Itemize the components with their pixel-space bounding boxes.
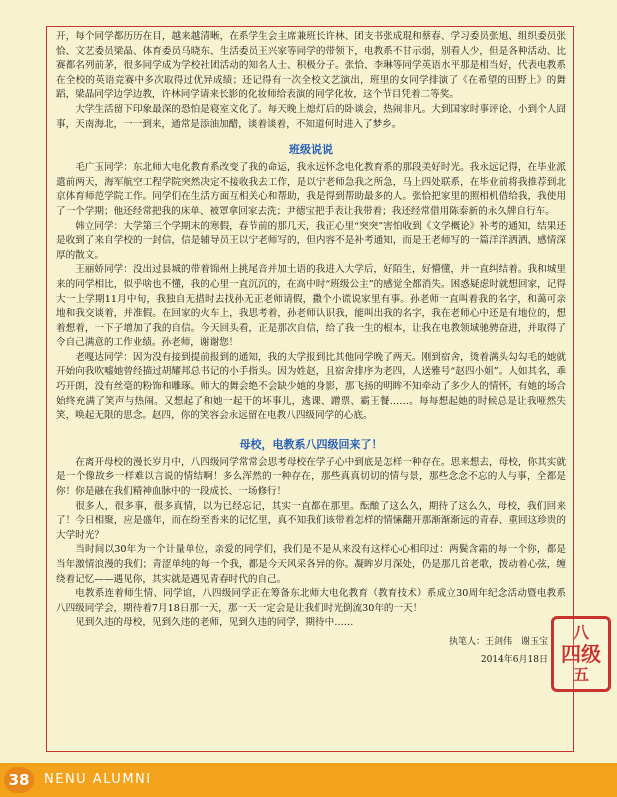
seal-text-2: 四级	[561, 642, 601, 666]
date-line: 2014年6月18日	[480, 654, 548, 665]
paragraph-return-3: 当时间以30年为一个计量单位，亲爱的同学们，我们是不是从来没有这样心心相印过：两鬓含霜的每一个你，都是当年激情浪漫的我们；青涩单纯的每一个我，都是今天风采各异的你。凝眸岁月深处，仍是那几首老歌，拨动着心弦，缠绕着记忆——遇见你，其实就是遇见青春时代的自己。	[56, 544, 566, 585]
paragraph-class-1: 毛广玉同学：东北师大电化教育系改变了我的命运，我永远怀念电化教育系的那段美好时光。我永远记得，在毕业派遣前两天，海军航空工程学院突然决定不接收我去工作，是以宁老师急我之所急，马上四处联系，在毕业前将我推荐到北京体育师范学院工作。同学们在生活方面互相关心和帮助，我是得到帮助最多的人。张恰把家里的照相机借给我，我使用了一个学期；他还经常把我的床单、被罩拿回家去洗；尹德宝把手表让我带着；我还经常借用陈泰新的永久牌自行车。	[56, 162, 566, 217]
paragraph-class-4: 老嘎达同学：因为没有接到提前报到的通知，我的大学报到比其他同学晚了两天。刚到宿舍，烫着满头勾勾毛的她就开始向我吹嘘她曾经描过胡耀邦总书记的小手指头。因为姓赵，且宿舍排序为老四，人送雅号“赵四小姐”。人如其名，乖巧开朗，没有丝毫的粉饰和雕琢。师大的舞会绝不会缺少她的身影，那飞扬的明眸不知牵动了多少人的情怀，有她的场合始终充满了笑声与热闹。又想起了和她一起干的坏事儿，逃课、蹭票、霸王餐……。每每想起她的时候总是让我哑然失笑，唤起无限的思念。赵四，你的笑容会永远留在电教八四级同学的心底。	[56, 351, 566, 422]
footer-bar	[0, 763, 617, 797]
red-seal-stamp	[551, 616, 611, 692]
paragraph-top-2: 大学生活留下印象最深的恐怕是寝室文化了。每天晚上熄灯后的卧谈会，热闹非凡。大到国家时事评论、小到个人囧事，天南海北，一一到来，通常是添油加醋，谈着谈着，不知道何时进入了梦乡。	[56, 103, 566, 130]
paragraph-class-2: 韩立同学：大学第三个学期末的寒假，春节前的那几天，我正心里“突突”害怕收到《文学概论》补考的通知，结果还是收到了来自学校的一封信，信是辅导员王以宁老师写的，但内容不是补考通知，而是王老师写的一篇洋洋洒洒、感情深厚的散文。	[56, 220, 566, 261]
paragraph-class-3: 王丽娇同学：没出过县城的带着锦州上挑尾音并加土语的我进入大学后，好陌生，好懵懂，并一直纠结着。我和城里来的同学相比，似乎啥也不懂，我的心里一直沉沉的，在高中时“班级公主”的感觉全都消失。困惑疑虑时就想回家，记得大一上学期11月中旬，我独自无措时去找孙无正老师请假，撒个小谎说家里有事。孙老师一直叫着我的名字，和蔼可亲地和我交谈着，并准假。在回家的火车上，我思考着，孙老师认识我，能叫出我的名字，我在老师心中还是有地位的，想着想着，一下子增加了我的自信。今天回头看，正是那次自信，给了我一生的根本，让我在电教领域驰骋奋进，并取得了令自己满意的工作业绩。孙老师，谢谢您！	[56, 264, 566, 349]
paragraph-return-4: 电教系连着师生情、同学谊，八四级同学正在筹备东北师大电化教育（教育技术）系成立30周年纪念活动暨电教系八四级同学会，期待着7月18日那一天，那一天一定会是让我们时光倒流30年的一天！	[56, 588, 566, 614]
paragraph-return-2: 很多人，很多事，很多真情，以为已经忘记，其实一直都在那里。酝酿了这么久，期待了这么久，母校，我们回来了！今日相聚，应是盛年，而在纷至沓来的记忆里，真不知我们该带着怎样的情愫翻开那渐渐渐远的青春、重回这珍贵的大学时光？	[56, 500, 566, 541]
footer-brand: NENU ALUMNI	[44, 772, 152, 787]
paragraph-return-1: 在离开母校的漫长岁月中，八四级同学常常会思考母校在学子心中到底是怎样一种存在。思来想去，母校，你其实就是一个像故乡一样难以言说的情结啊！多么浑然的一种存在，那些真真切切的情与景，那些念念不忘的人与事，全都是你！你是融在我们精神血脉中的一段成长、一场修行！	[56, 456, 566, 498]
paragraph-return-5: 见到久违的母校，见到久违的老师，见到久违的同学，期待中……	[75, 617, 354, 629]
section-title-return: 母校，电教系八四级回来了！	[239, 437, 383, 451]
page-number: 38	[4, 767, 34, 793]
seal-text-1: 八	[572, 623, 589, 642]
seal-text-3: 五	[572, 665, 589, 684]
article-body	[56, 30, 566, 667]
paragraph-top-1: 开，每个同学都历历在目，越来越清晰，在系学生会主席兼班长许林、团支书张成琨和蔡春、学习委员张旭、组织委员张恰、文艺委员梁晶、体育委员马晓东、生活委员王兴家等同学的带领下，电教系不甘示弱，别看人少，但是各种活动、比赛都名列前茅，很多同学成为学校社团活动的知名人士、积极分子。张恰、李琳等同学英语水平那是相当好，代表电教系在全校的英语竞赛中多次取得过优异成绩；还记得有一次全校文艺演出，班里的女同学排演了《在希望的田野上》的舞蹈，梁晶同学边学边教，许林同学请来长影的化妆师给表演的同学化妆，这个节目凭着二等奖。	[56, 31, 566, 101]
section-title-class-talk: 班级说说	[289, 143, 333, 157]
signature-line: 执笔人：王剑伟 谢玉宝	[448, 636, 548, 647]
